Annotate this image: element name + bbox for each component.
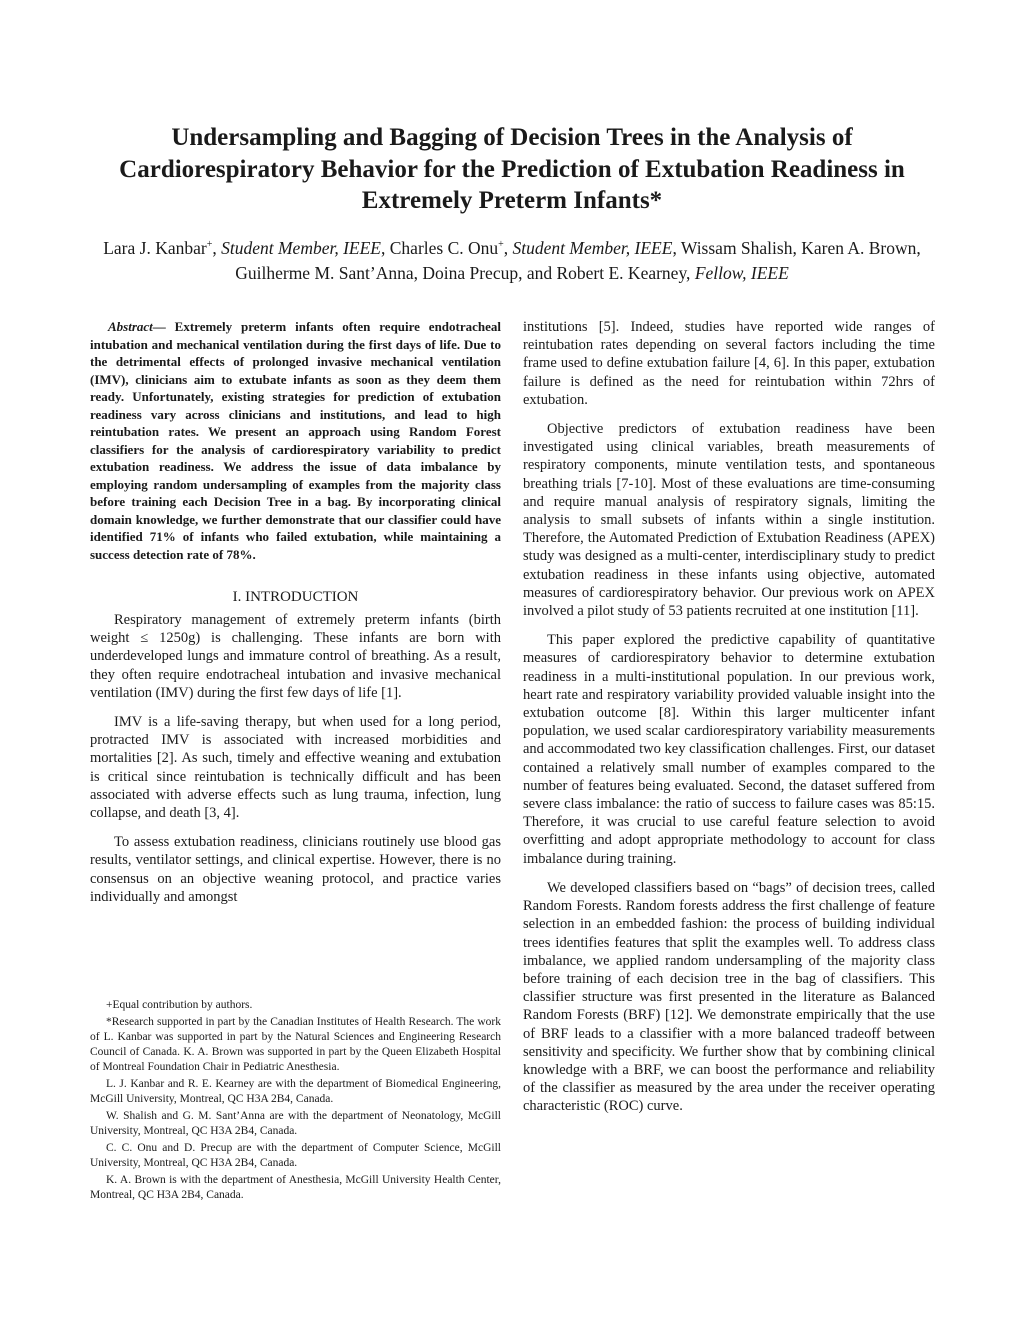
paragraph-continued: institutions [5]. Indeed, studies have reported wide ranges of reintubation rates depending on several factors including the time frame used to define extubation failure [4, 6]. In this paper, extubation failure is defined as the need for reintubation within 72hrs of extubation. bbox=[523, 319, 935, 408]
abstract-label: Abstract bbox=[108, 319, 153, 334]
footnotes bbox=[90, 998, 501, 1205]
footnote: L. J. Kanbar and R. E. Kearney are with the department of Biomedical Engineering, McGill University, Montreal, QC H3A 2B4, Canada. bbox=[90, 1078, 501, 1105]
author-marker: + bbox=[206, 239, 213, 250]
author-role: Student Member, IEEE bbox=[512, 237, 673, 258]
footnote: K. A. Brown is with the department of Anesthesia, McGill University Health Center, Montreal, QC H3A 2B4, Canada. bbox=[90, 1174, 501, 1201]
author-names-rest: Wissam Shalish, Karen A. Brown, Guilherme M. Sant’Anna, Doina Precup, and Robert E. Kearney, bbox=[235, 237, 921, 283]
left-column bbox=[90, 318, 501, 917]
abstract-text: Extremely preterm infants often require endotracheal intubation and mechanical ventilation during the first days of life. Due to the detrimental effects of prolonged invasive mechanical ventilation (IMV), clinicians aim to extubate infants as soon as they deem them ready. Unfortunately, existing strategies for prediction of extubation readiness vary across clinicians and institutions, and lead to high reintubation rates. We present an approach using Random Forest classifiers for the analysis of cardiorespiratory variability to predict extubation readiness. We address the issue of data imbalance by employing random undersampling of examples from the majority class before training each Decision Tree in a bag. By incorporating clinical domain knowledge, we further demonstrate that our classifier could have identified 71% of infants who failed extubation, while maintaining a success detection rate of 78%. bbox=[90, 319, 502, 562]
author-role: Student Member, IEEE bbox=[221, 237, 381, 258]
footnote: *Research supported in part by the Canadian Institutes of Health Research. The work of L. Kanbar was supported in part by the Natural Sciences and Engineering Research Council of Canada. K. A. Brown was supported in part by the Queen Elizabeth Hospital of Montreal Foundation Chair in Pediatric Anesthesia. bbox=[90, 1016, 501, 1073]
paragraph: IMV is a life-saving therapy, but when used for a long period, protracted IMV is associated with increased morbidities and mortalities [2]. As such, timely and effective weaning and extubation is critical since reintubation is technically difficult and has been associated with adverse effects such as lung trauma, infection, lung collapse, and death [3, 4]. bbox=[90, 714, 501, 822]
footnote: +Equal contribution by authors. bbox=[106, 999, 253, 1011]
abstract-dash: — bbox=[152, 319, 175, 334]
footnote: W. Shalish and G. M. Sant’Anna are with the department of Neonatology, McGill University, Montreal, QC H3A 2B4, Canada. bbox=[90, 1110, 501, 1137]
paragraph: To assess extubation readiness, clinicians routinely use blood gas results, ventilator settings, and clinical expertise. However, there is no consensus on an objective weaning protocol, and practice varies individually and amongst bbox=[90, 834, 501, 905]
paragraph: Respiratory management of extremely preterm infants (birth weight ≤ 1250g) is challenging. These infants are born with underdeveloped lungs and immature control of breathing. As a result, they often require endotracheal intubation and invasive mechanical ventilation (IMV) during the first few days of life [1]. bbox=[90, 612, 501, 701]
section-heading-introduction: I. INTRODUCTION bbox=[232, 589, 359, 605]
abstract bbox=[90, 318, 501, 563]
author-role: Fellow, IEEE bbox=[694, 262, 789, 283]
paper-title: Undersampling and Bagging of Decision Trees in the Analysis of Cardiorespiratory Behavior for the Prediction of Extubation Readiness in Extremely Preterm Infants* bbox=[119, 124, 905, 214]
paragraph: Objective predictors of extubation readiness have been investigated using clinical variables, breath measurements of respiratory components, minute ventilation tests, and spontaneous breathing trials [7-10]. Most of these evaluations are time-consuming and require manual analysis of respiratory signals, limiting the analysis to small subsets of infants within a single institution. Therefore, the Automated Prediction of Extubation Readiness (APEX) study was designed as a multi-center, interdisciplinary study to predict extubation readiness in these infants using objective, automated measures of cardiorespiratory behavior. Our previous work on APEX involved a pilot study of 53 patients recruited at one institution [11]. bbox=[523, 421, 935, 620]
footnote: C. C. Onu and D. Precup are with the department of Computer Science, McGill University, Montreal, QC H3A 2B4, Canada. bbox=[90, 1142, 501, 1169]
author-marker: + bbox=[498, 239, 504, 250]
paragraph: This paper explored the predictive capability of quantitative measures of cardiorespiratory behavior to determine extubation readiness in a multi-institutional population. In our previous work, heart rate and respiratory variability provided valuable insight into the extubation outcome [8]. Within this larger multicenter infant population, we used scalar cardiorespiratory variability measurements and accommodated two key classification challenges. First, our dataset contained a relatively small number of examples compared to the number of features being evaluated. Second, the dataset suffered from severe class imbalance: the ratio of success to failure cases was 85:15. Therefore, it was crucial to use careful feature selection to avoid overfitting and adopt appropriate methodology to account for class imbalance during training. bbox=[523, 632, 935, 867]
author-name: Lara J. Kanbar bbox=[103, 237, 207, 258]
author-name: Charles C. Onu bbox=[389, 237, 499, 258]
author-list: Lara J. Kanbar+, Student Member, IEEE, Charles C. Onu+, Student Member, IEEE, Wissam Shalish, Karen A. Brown, Guilherme M. Sant’Anna, Doina Precup, and Robert E. Kearney, Fellow, IEEE bbox=[103, 237, 921, 283]
right-column bbox=[523, 318, 935, 1127]
paragraph: We developed classifiers based on “bags” of decision trees, called Random Forests. Random forests address the first challenge of feature selection in an embedded fashion: the process of building individual trees identifies features that split the examples well. To address class imbalance, we applied random undersampling of the majority class before training of each decision tree in the bag of classifiers. This classifier structure was first presented in the literature as Balanced Random Forests (BRF) [12]. We demonstrate empirically that the use of BRF leads to a classifier with a more balanced tradeoff between sensitivity and specificity. We further show that by combining clinical knowledge with a BRF, we can boost the performance and reliability of the classifier as measured by the area under the receiver operating characteristic (ROC) curve. bbox=[523, 879, 935, 1115]
